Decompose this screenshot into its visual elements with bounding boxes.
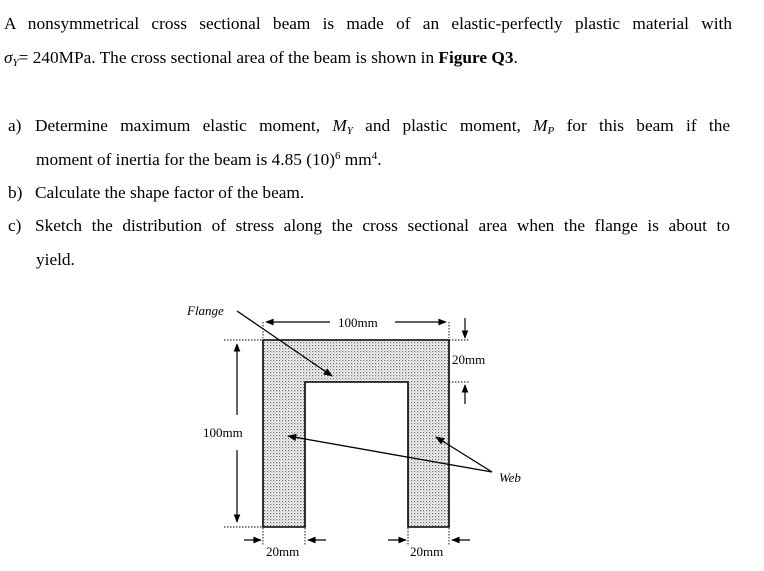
web-label: Web xyxy=(499,470,521,485)
question-a-text-1: Determine maximum elastic moment, xyxy=(35,116,333,135)
beam-cross-section xyxy=(263,340,449,527)
question-a-label: a) xyxy=(8,116,22,135)
figure-reference: Figure Q3 xyxy=(438,48,514,67)
my-subscript: Y xyxy=(346,125,353,137)
question-a-text-2: and plastic moment, xyxy=(352,116,534,135)
intro-line-2-end: . xyxy=(513,48,518,67)
mp-subscript: P xyxy=(547,125,555,137)
question-c-text: Sketch the distribution of stress along the cross sectional area when the flange is about to xyxy=(35,216,730,235)
sigma-subscript: Y xyxy=(12,57,19,69)
right-web-thickness-label: 20mm xyxy=(410,544,444,559)
intro-line-1: A nonsymmetrical cross sectional beam is made of an elastic-perfectly plastic material with xyxy=(4,14,732,33)
sigma-symbol: σ xyxy=(4,48,13,67)
intro-line-2-text: = 240MPa. The cross sectional area of the beam is shown in xyxy=(18,48,439,67)
height-dimension-label: 100mm xyxy=(203,425,243,440)
question-c-label: c) xyxy=(8,216,22,235)
my-symbol: M xyxy=(332,116,347,135)
left-web-thickness-label: 20mm xyxy=(266,544,300,559)
exponent-4: 4 xyxy=(371,150,378,162)
question-c-line-2: yield. xyxy=(36,250,75,269)
question-a-line-2-text: moment of inertia for the beam is 4.85 (10) xyxy=(36,150,335,169)
unit-mm: mm xyxy=(340,150,372,169)
width-dimension-label: 100mm xyxy=(338,315,378,330)
question-a-text-3: for this beam if the xyxy=(554,116,731,135)
exponent-6: 6 xyxy=(334,150,341,162)
flange-thickness-label: 20mm xyxy=(452,352,486,367)
question-b-text: Calculate the shape factor of the beam. xyxy=(35,183,305,202)
web-pointer-left xyxy=(288,436,492,472)
question-b-label: b) xyxy=(8,183,23,202)
flange-label: Flange xyxy=(187,303,224,318)
question-a-end: . xyxy=(377,150,382,169)
mp-symbol: M xyxy=(533,116,548,135)
